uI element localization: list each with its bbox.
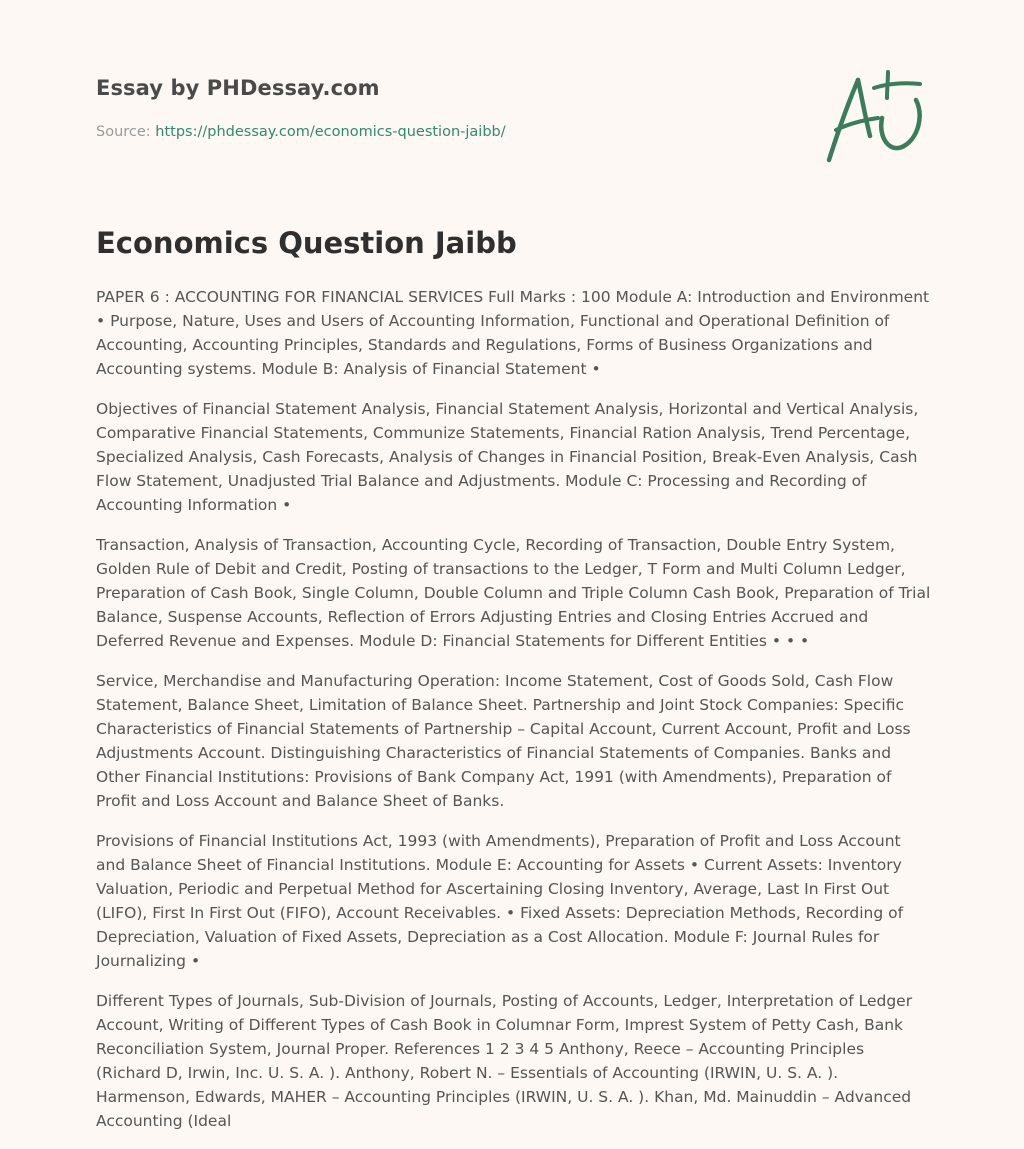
source-line [96,124,506,140]
paragraph: Objectives of Financial Statement Analysis, Financial Statement Analysis, Horizontal and Vertical Analysis, Comparative Financial Statements, Communize Statements, Financial Ration Analysis, Trend Percentage, Specialized Analysis, Cash Forecasts, Analysis of Changes in Financial Position, Break-Even Analysis, Cash Flow Statement, Unadjusted Trial Balance and Adjustments. Module C: Processing and Recording of Accounting Information • [96,400,919,514]
paragraph: Different Types of Journals, Sub-Division of Journals, Posting of Accounts, Ledger, Interpretation of Ledger Account, Writing of Different Types of Cash Book in Columnar Form, Imprest System of Petty Cash, Bank Reconciliation System, Journal Proper. References 1 2 3 4 5 Anthony, Reece – Accounting Principles (Richard D, Irwin, Inc. U. S. A. ). Anthony, Robert N. – Essentials of Accounting (IRWIN, U. S. A. ). Harmenson, Edwards, MAHER – Accounting Principles (IRWIN, U. S. A. ). Khan, Md. Mainuddin – Advanced Accounting (Ideal [96,992,913,1130]
paragraph: PAPER 6 : ACCOUNTING FOR FINANCIAL SERVICES Full Marks : 100 Module A: Introduction and Environment • Purpose, Nature, Uses and Users of Accounting Information, Functional and Operational Definition of Accounting, Accounting Principles, Standards and Regulations, Forms of Business Organizations and Accounting systems. Module B: Analysis of Financial Statement • [96,288,930,378]
a-plus-grade-icon [818,64,928,168]
paragraph: Service, Merchandise and Manufacturing Operation: Income Statement, Cost of Goods Sold, Cash Flow Statement, Balance Sheet, Limitation of Balance Sheet. Partnership and Joint Stock Companies: Specific Characteristics of Financial Statements of Partnership – Capital Account, Current Account, Profit and Loss Adjustments Account. Distinguishing Characteristics of Financial Statements of Companies. Banks and Other Financial Institutions: Provisions of Bank Company Act, 1991 (with Amendments), Preparation of Profit and Loss Account and Balance Sheet of Banks. [96,672,911,810]
site-brand: Essay by PHDessay.com [96,76,380,100]
source-label: Source: [96,124,151,140]
paragraph: Provisions of Financial Institutions Act, 1993 (with Amendments), Preparation of Profit and Loss Account and Balance Sheet of Financial Institutions. Module E: Accounting for Assets • Current Assets: Inventory Valuation, Periodic and Perpetual Method for Ascertaining Closing Inventory, Average, Last In First Out (LIFO), First In First Out (FIFO), Account Receivables. • Fixed Assets: Depreciation Methods, Recording of Depreciation, Valuation of Fixed Assets, Depreciation as a Cost Allocation. Module F: Journal Rules for Journalizing • [96,832,904,970]
page-title: Economics Question Jaibb [96,226,517,260]
paragraph: Transaction, Analysis of Transaction, Accounting Cycle, Recording of Transaction, Double Entry System, Golden Rule of Debit and Credit, Posting of transactions to the Ledger, T Form and Multi Column Ledger, Preparation of Cash Book, Single Column, Double Column and Triple Column Cash Book, Preparation of Trial Balance, Suspense Accounts, Reflection of Errors Adjusting Entries and Closing Entries Accrued and Deferred Revenue and Expenses. Module D: Financial Statements for Different Entities • • • [96,536,931,650]
source-link[interactable]: https://phdessay.com/economics-question-jaibb/ [155,124,506,140]
essay-body [96,285,932,1149]
